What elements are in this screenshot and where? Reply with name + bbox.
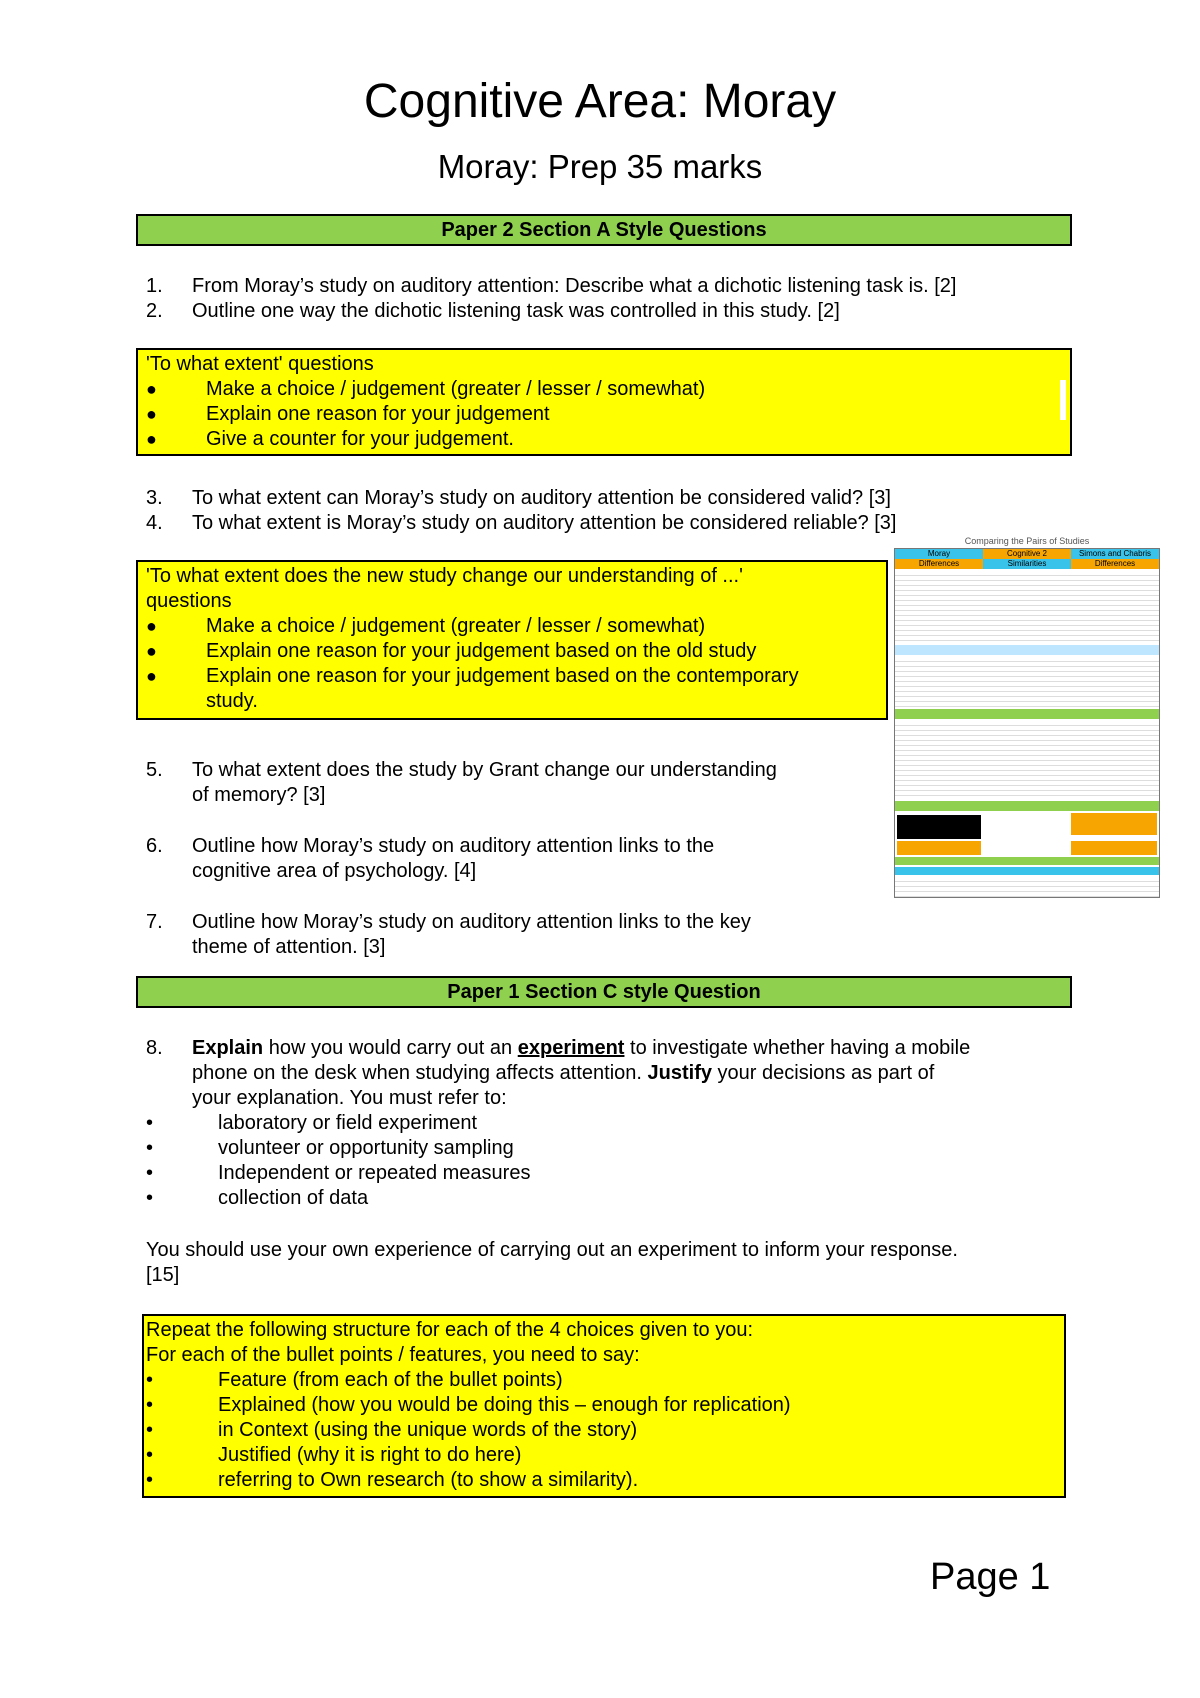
question-7 [146,910,886,960]
box-bullet-cont: study. [206,690,258,712]
bullet-icon: • [146,1162,154,1184]
keyword-explain: Explain [192,1037,264,1059]
experience-note: You should use your own experience of carrying out an experiment to inform your response. [146,1239,958,1261]
question-text-line-2: of memory? [3] [192,784,326,806]
box-bullet: in Context (using the unique words of the story) [218,1419,638,1441]
question-2 [146,299,1066,324]
bullet-icon: • [146,1444,154,1466]
question-number: 1. [146,275,163,297]
question-text: From Moray’s study on auditory attention: Describe what a dichotic listening task is. [2] [192,275,957,297]
box-line: For each of the bullet points / features, you need to say: [146,1344,640,1366]
comparison-table-thumbnail [894,548,1160,898]
box-heading: 'To what extent' questions [146,353,374,375]
thumbnail-col-1: Moray [927,549,951,558]
question-text-line-2: cognitive area of psychology. [4] [192,860,477,882]
thumbnail-sub-3: Differences [1071,559,1159,569]
marks-label: [15] [146,1264,180,1286]
question-text: To what extent can Moray’s study on auditory attention be considered valid? [3] [192,487,891,509]
page-title: Cognitive Area: Moray [363,75,837,128]
bullet-icon: • [146,1369,154,1391]
thumbnail-title: Comparing the Pairs of Studies [964,536,1090,546]
box-edge-mark [1060,380,1066,420]
question-text: To what extent is Moray’s study on auditory attention be considered reliable? [3] [192,512,897,534]
question-4 [146,511,1066,536]
question-text-line-2: theme of attention. [3] [192,936,386,958]
q8-bullet-list [146,1111,846,1211]
question-8-line-3: your explanation. You must refer to: [192,1087,507,1109]
box-line: Repeat the following structure for each of the 4 choices given to you: [146,1319,754,1341]
box-bullet: Explained (how you would be doing this – enough for replication) [218,1394,791,1416]
box-bullet: Make a choice / judgement (greater / lesser / somewhat) [206,615,706,637]
q8-text: how you would carry out an [263,1037,518,1059]
box-bullet: Make a choice / judgement (greater / lesser / somewhat) [206,378,706,400]
change-understanding-guidance-box [136,560,888,720]
bullet-icon: • [146,1112,154,1134]
question-8-line-1 [192,1036,970,1061]
box-heading: 'To what extent does the new study change our understanding of ...' [146,565,743,587]
box-bullet: referring to Own research (to show a similarity). [218,1469,639,1491]
list-item: laboratory or field experiment [218,1112,478,1134]
keyword-experiment: experiment [517,1037,625,1059]
question-3 [146,486,1066,511]
question-text-line-1: To what extent does the study by Grant change our understanding [192,759,777,781]
bullet-icon: • [146,1419,154,1441]
box-bullet: Explain one reason for your judgement based on the contemporary [206,665,799,687]
section-c-heading: Paper 1 Section C style Question [136,976,1072,1008]
q8-text: to investigate whether having a mobile [624,1037,971,1059]
thumbnail-sub-1: Differences [895,559,983,569]
bullet-icon: • [146,1394,154,1416]
page-subtitle: Moray: Prep 35 marks [437,148,763,185]
thumbnail-col-2: Cognitive 2 [983,549,1071,559]
list-item: collection of data [218,1187,369,1209]
box-bullet: Explain one reason for your judgement based on the old study [206,640,757,662]
structure-guidance-box [142,1314,1066,1498]
box-bullet: Give a counter for your judgement. [206,428,514,450]
bullet-icon: ● [146,666,157,686]
to-what-extent-guidance-box [136,348,1072,456]
q8-text: phone on the desk when studying affects attention. [192,1062,648,1084]
keyword-justify: Justify [647,1062,712,1084]
question-number: 2. [146,300,163,322]
box-bullet: Justified (why it is right to do here) [218,1444,522,1466]
box-heading-cont: questions [146,590,232,612]
bullet-icon: • [146,1469,154,1491]
question-5 [146,758,886,808]
question-text: Outline one way the dichotic listening task was controlled in this study. [2] [192,300,840,322]
page-number: Page 1 [930,1556,1051,1598]
question-number: 5. [146,759,163,781]
bullet-icon: ● [146,429,157,449]
question-number: 4. [146,512,163,534]
question-text-line-1: Outline how Moray’s study on auditory attention links to the [192,835,715,857]
question-number: 6. [146,835,163,857]
box-bullet: Explain one reason for your judgement [206,403,550,425]
section-a-heading: Paper 2 Section A Style Questions [136,214,1072,246]
bullet-icon: ● [146,379,157,399]
question-1 [146,274,1066,299]
question-number: 8. [146,1037,163,1059]
question-8 [146,1036,1086,1111]
question-number: 7. [146,911,163,933]
box-bullet: Feature (from each of the bullet points) [218,1369,563,1391]
bullet-icon: • [146,1137,154,1159]
question-6 [146,834,886,884]
question-8-line-2 [192,1061,934,1086]
list-item: Independent or repeated measures [218,1162,531,1184]
bullet-icon: ● [146,404,157,424]
question-text-line-1: Outline how Moray’s study on auditory attention links to the key [192,911,751,933]
thumbnail-sub-2: Similarities [983,559,1071,569]
bullet-icon: • [146,1187,154,1209]
q8-text: your decisions as part of [711,1062,935,1084]
question-number: 3. [146,487,163,509]
bullet-icon: ● [146,641,157,661]
list-item: volunteer or opportunity sampling [218,1137,514,1159]
bullet-icon: ● [146,616,157,636]
thumbnail-col-3: Simons and Chabris [1078,549,1152,558]
